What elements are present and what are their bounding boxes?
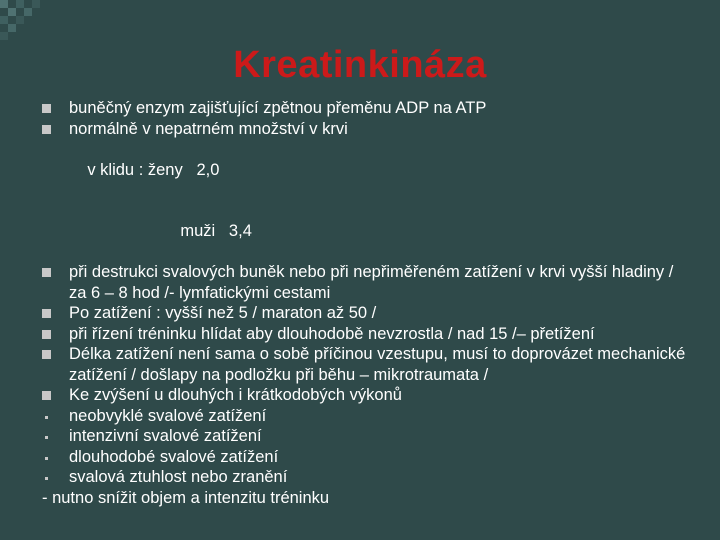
list-item-text: v klidu : ženy 2,0: [87, 160, 220, 179]
list-item-text: při destrukci svalových buněk nebo při nepřiměřeném zatížení v krvi vyšší hladiny / za 6 – 8 hod /- lymfatickými cestami: [69, 263, 674, 302]
sub-list-item: [42, 447, 692, 468]
list-item-text: svalová ztuhlost nebo zranění: [69, 468, 288, 486]
sub-list-item: [42, 426, 692, 447]
corner-decoration: [0, 0, 48, 44]
square-bullet-icon: [42, 391, 51, 400]
square-bullet-icon: [42, 330, 51, 339]
list-item: [42, 98, 692, 119]
list-item-text: intenzivní svalové zatížení: [69, 427, 262, 445]
square-bullet-icon: [42, 309, 51, 318]
slide-content: [42, 98, 692, 508]
square-bullet-icon: [42, 125, 51, 134]
dot-bullet-icon: [45, 416, 48, 419]
slide-title: Kreatinkináza: [233, 44, 487, 86]
dot-bullet-icon: [45, 477, 48, 480]
list-item-text: dlouhodobé svalové zatížení: [69, 447, 279, 466]
dot-bullet-icon: [45, 436, 48, 439]
list-item-text: normálně v nepatrném množství v krvi: [69, 119, 348, 138]
list-item-text: Ke zvýšení u dlouhých i krátkodobých výkonů: [69, 386, 402, 404]
list-item: [42, 303, 692, 324]
sub-list-item: [42, 467, 692, 488]
sub-list-item: [42, 406, 692, 427]
closing-note: [42, 488, 692, 509]
square-bullet-icon: [42, 350, 51, 359]
list-item: [42, 324, 692, 345]
dot-bullet-icon: [45, 457, 48, 460]
list-item: [42, 119, 692, 140]
list-item-continuation: [42, 139, 692, 201]
list-item-text: neobvyklé svalové zatížení: [69, 406, 267, 425]
list-item-text: Po zatížení : vyšší než 5 / maraton až 50 /: [69, 304, 377, 322]
list-item-text: při řízení tréninku hlídat aby dlouhodobě nevzrostla / nad 15 /– přetížení: [69, 324, 595, 343]
list-item-text: muži 3,4: [180, 222, 252, 240]
list-item-text: Délka zatížení není sama o sobě příčinou vzestupu, musí to doprovázet mechanické zatížení / došlapy na podložku při běhu – mikrotraumata /: [69, 345, 686, 384]
list-item-continuation: [42, 201, 692, 263]
list-item: [42, 262, 692, 303]
list-item-text: - nutno snížit objem a intenzitu tréninku: [42, 488, 330, 507]
list-item: [42, 385, 692, 406]
square-bullet-icon: [42, 104, 51, 113]
square-bullet-icon: [42, 268, 51, 277]
list-item: [42, 344, 692, 385]
list-item-text: buněčný enzym zajišťující zpětnou přeměnu ADP na ATP: [69, 99, 487, 117]
